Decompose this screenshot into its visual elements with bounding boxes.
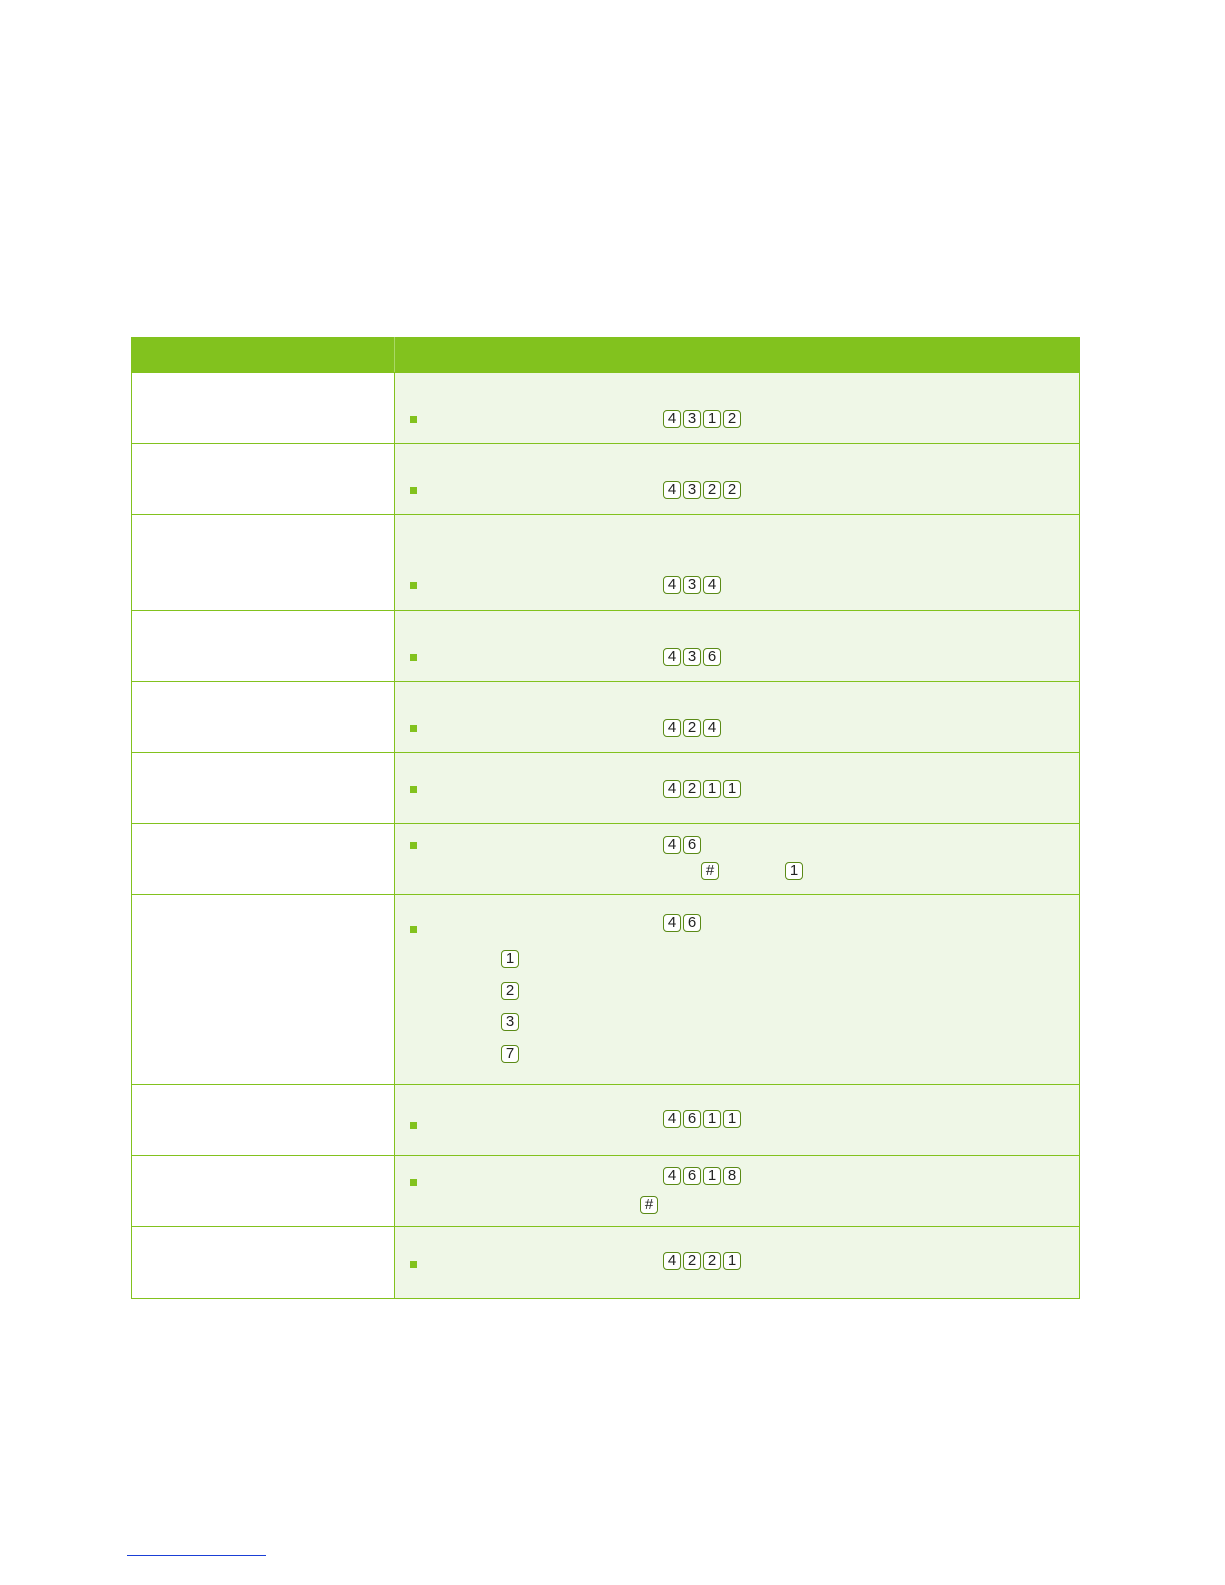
- keypad-key-icon: 2: [683, 780, 701, 798]
- keypad-key-icon: 4: [663, 576, 681, 594]
- keypad-key-icon: #: [701, 862, 719, 880]
- green-square-bullet-icon: [410, 1261, 417, 1268]
- keypad-key-icon: 6: [683, 836, 701, 854]
- key-sequence: [663, 836, 701, 854]
- keypad-key-icon: 2: [723, 481, 741, 499]
- green-square-bullet-icon: [410, 786, 417, 793]
- keypad-key-icon: 6: [683, 914, 701, 932]
- keypad-key-icon: 4: [663, 1167, 681, 1185]
- function-cell: [132, 753, 395, 823]
- keypad-key-icon: 1: [703, 1167, 721, 1185]
- keypad-key-icon: 3: [683, 576, 701, 594]
- table-row: [132, 1084, 1079, 1155]
- keypad-key-icon: 2: [703, 1252, 721, 1270]
- green-square-bullet-icon: [410, 926, 417, 933]
- function-cell: [132, 895, 395, 1084]
- key-sequence: [785, 862, 803, 880]
- keypad-key-icon: 6: [683, 1167, 701, 1185]
- table-row: [132, 1155, 1079, 1226]
- green-square-bullet-icon: [410, 1179, 417, 1186]
- keypad-key-icon: 1: [785, 862, 803, 880]
- green-square-bullet-icon: [410, 725, 417, 732]
- keypad-key-icon: 4: [663, 648, 681, 666]
- keypad-key-icon: 4: [663, 780, 681, 798]
- key-sequence: [663, 780, 741, 798]
- table-row: [132, 1226, 1079, 1298]
- keypad-key-icon: 3: [683, 410, 701, 428]
- keypad-key-icon: 1: [723, 780, 741, 798]
- keypad-key-icon: 7: [501, 1045, 519, 1063]
- keypad-key-icon: 1: [723, 1252, 741, 1270]
- keypad-key-icon: 2: [683, 719, 701, 737]
- key-sequence: [501, 1013, 519, 1031]
- keypad-key-icon: 4: [663, 914, 681, 932]
- instruction-cell: [395, 824, 1079, 894]
- keypad-key-icon: 1: [501, 950, 519, 968]
- table-row: [132, 823, 1079, 894]
- keypad-key-icon: 1: [703, 1110, 721, 1128]
- keypad-key-icon: 3: [683, 648, 701, 666]
- shortcut-table: [131, 337, 1080, 1299]
- key-sequence: [663, 576, 721, 594]
- keypad-key-icon: 4: [663, 719, 681, 737]
- table-row: [132, 443, 1079, 514]
- instruction-cell: [395, 515, 1079, 610]
- green-square-bullet-icon: [410, 487, 417, 494]
- green-square-bullet-icon: [410, 1122, 417, 1129]
- key-sequence: [663, 719, 721, 737]
- function-cell: [132, 1156, 395, 1226]
- function-cell: [132, 682, 395, 752]
- keypad-key-icon: 3: [501, 1013, 519, 1031]
- function-cell: [132, 444, 395, 514]
- keypad-key-icon: 2: [683, 1252, 701, 1270]
- instruction-cell: [395, 753, 1079, 823]
- table-header-row: [132, 337, 1079, 372]
- keypad-key-icon: 1: [703, 410, 721, 428]
- keypad-key-icon: 4: [663, 1110, 681, 1128]
- function-cell: [132, 515, 395, 610]
- keypad-key-icon: 6: [703, 648, 721, 666]
- instruction-cell: [395, 895, 1079, 1084]
- instruction-cell: [395, 444, 1079, 514]
- keypad-key-icon: 2: [501, 982, 519, 1000]
- key-sequence: [663, 1110, 741, 1128]
- instruction-cell: [395, 1085, 1079, 1155]
- table-row: [132, 372, 1079, 443]
- keypad-key-icon: 8: [723, 1167, 741, 1185]
- key-sequence: [663, 648, 721, 666]
- keypad-key-icon: 4: [703, 719, 721, 737]
- green-square-bullet-icon: [410, 582, 417, 589]
- keypad-key-icon: 1: [723, 1110, 741, 1128]
- function-cell: [132, 1227, 395, 1298]
- key-sequence: [501, 950, 519, 968]
- keypad-key-icon: 4: [663, 481, 681, 499]
- green-square-bullet-icon: [410, 842, 417, 849]
- keypad-key-icon: 4: [703, 576, 721, 594]
- key-sequence: [663, 1167, 741, 1185]
- keypad-key-icon: 6: [683, 1110, 701, 1128]
- key-sequence: [663, 481, 741, 499]
- instruction-cell: [395, 611, 1079, 681]
- keypad-key-icon: #: [640, 1196, 658, 1214]
- key-sequence: [501, 1045, 519, 1063]
- header-cell-function: [132, 337, 395, 372]
- footer-link-underline[interactable]: [127, 1555, 266, 1556]
- keypad-key-icon: 2: [723, 410, 741, 428]
- instruction-cell: [395, 1227, 1079, 1298]
- function-cell: [132, 824, 395, 894]
- keypad-key-icon: 4: [663, 1252, 681, 1270]
- instruction-cell: [395, 373, 1079, 443]
- table-row: [132, 681, 1079, 752]
- keypad-key-icon: 3: [683, 481, 701, 499]
- key-sequence: [663, 1252, 741, 1270]
- header-cell-instructions: [395, 337, 1079, 372]
- table-row: [132, 894, 1079, 1084]
- table-row: [132, 514, 1079, 610]
- key-sequence: [640, 1196, 658, 1214]
- key-sequence: [501, 982, 519, 1000]
- instruction-cell: [395, 682, 1079, 752]
- function-cell: [132, 373, 395, 443]
- keypad-key-icon: 1: [703, 780, 721, 798]
- key-sequence: [663, 410, 741, 428]
- function-cell: [132, 1085, 395, 1155]
- table-row: [132, 610, 1079, 681]
- keypad-key-icon: 4: [663, 836, 681, 854]
- table-row: [132, 752, 1079, 823]
- green-square-bullet-icon: [410, 416, 417, 423]
- function-cell: [132, 611, 395, 681]
- keypad-key-icon: 2: [703, 481, 721, 499]
- instruction-cell: [395, 1156, 1079, 1226]
- key-sequence: [663, 914, 701, 932]
- green-square-bullet-icon: [410, 654, 417, 661]
- keypad-key-icon: 4: [663, 410, 681, 428]
- key-sequence: [701, 862, 719, 880]
